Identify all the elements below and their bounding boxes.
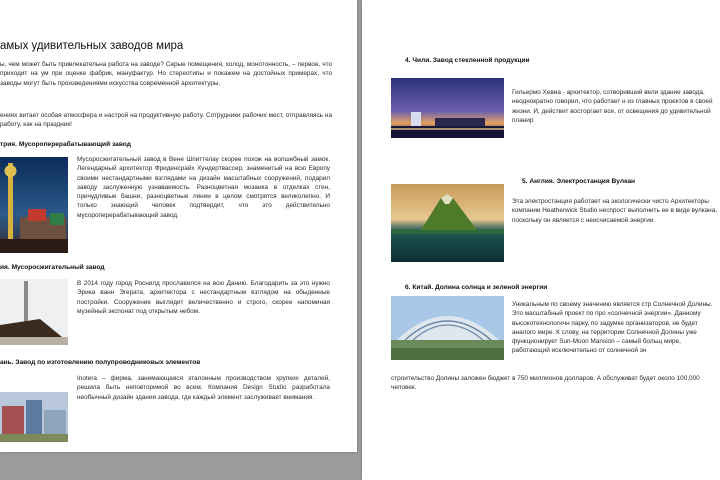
section-heading-taiwan: ань. Завод по изготовлению полупроводниковых элементов: [0, 359, 201, 366]
photo-spittelau-plant: [0, 157, 68, 253]
document-title: амых удивительных заводов мира: [0, 40, 184, 52]
photo-solar-valley: [391, 296, 504, 360]
section-heading-austria: трия. Мусороперерабатывающий завод: [0, 141, 131, 148]
section-heading-england: 5. Англия. Электростанция Вулкан: [522, 178, 636, 185]
section-heading-china: 6. Китай. Долина солнца и зеленой энергии: [405, 284, 548, 291]
photo-vulcan-power-station: [391, 184, 504, 262]
intro-paragraph-2: ениях витает особая атмосфера и настрой на продуктивную работу. Сотрудники рабочих мест, отправляясь на работу, как на праздник!: [0, 112, 332, 129]
section-text-china-continued: строительство Долины заложен бюджет в 750 миллионов долларов. А обслуживат будет около 100,000 человек.: [391, 375, 700, 392]
section-heading-chile: 4. Чили. Завод стекленной продукции: [405, 57, 530, 64]
section-text-england: Эта электростанция работает на экологически чисто Архитекторы компании Heatherwick Studio неспрост выполнить ее в виде вулкана, поскольку он является с неисчисаемой энергии.: [512, 198, 718, 224]
section-heading-denmark: ия. Мусоросжигательный завод: [0, 264, 105, 271]
photo-chile-glass-factory: [391, 78, 504, 138]
intro-paragraph: ы, чем может быть привлекательна работа на заводе? Серые помещения, холод, монотонность, – первое, что приходит на ум при оценке фабрик, мануфактур. Но стереотипы и покажем на достойных примерах, что заводы могут быть произведениями искусства современной архитектуры.: [0, 61, 332, 87]
section-text-taiwan: Inotera – фирма, занимающаяся эталонным производством хрупких деталей, решила быть неповторимой во всем. Компания Design Studio разработала необычный дизайн здания завода, где каждый элемент заслуживает внимания.: [77, 375, 330, 401]
section-text-denmark: В 2014 году город Роснилд прославился на всю Данию. Благодарить за это нужно Эрика ванн Эгерата, архитектора с нестандартным взглядом на обыденные постройки. Сооружение выглядит величественно и строго, скорее напоминая музейный экспонат под открытым небом.: [77, 280, 330, 315]
section-text-china: Уникальным по своему значению является стр Солнечной Долины. Это масштабный проект по про «солнечной энергии». Данному высокотехнологичн парку, по задумке организаторов, не будет аналого мире. К слову, на территории Солнечной Долины уже функционирует Sun-Moon Mansion – самый больщ мире, работающий исключительно от солнечной эн: [512, 301, 713, 355]
document-page-left: [0, 0, 357, 452]
document-page-right: [362, 0, 720, 480]
photo-roskilde-plant: [0, 279, 68, 345]
section-text-austria: Мусоросжигательный завод в Вене Шпиттелау скорее похож на волшебный замок. Легендарный архитектор Фриденсрайх Хундертвассер, знаменитый на всю Европу своими нестандартными взглядами на дизайн масштабных сооружений, подарил заводу заслуженную узнаваемость. Разноцветная мозаика в отделках стен, причудливые башни, разноцветные линии в целом смотрятся великолепно. И только знающий человек подтвердит, что это действительно мусороперерабатывающий завод.: [77, 156, 330, 219]
section-text-chile: Гильермо Хевиа - архитектор, сотворивший вели здание завода, неоднократно говорил, что работает н из главных проектов в своей жизни. И, действит восторгает все, от освещения до удивительной планир: [512, 89, 713, 124]
photo-inotera-plant: [0, 392, 68, 442]
